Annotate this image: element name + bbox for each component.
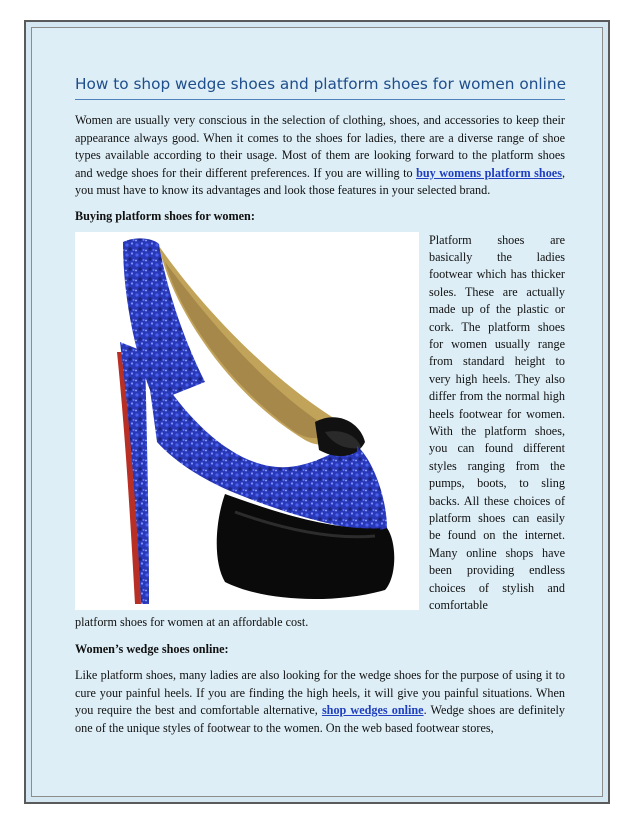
image-with-text-block [75, 232, 565, 613]
document-title: How to shop wedge shoes and platform shoes for women online [75, 73, 565, 100]
platform-side-paragraph: Platform shoes are basically the ladies footwear which has thicker soles. These are actually made up of the plastic or cork. The platform shoes for women usually range from standard height to very high heels. They also differ from the normal high heels footwear for women. With the platform shoes, you can found different styles ranging from the pumps, boots, to sling backs. All these choices of platform shoes can easily be found on the internet. Many online shops have been providing endless choices of stylish and comfortable [429, 232, 565, 613]
shop-wedges-link[interactable]: shop wedges online [321, 703, 424, 717]
platform-shoes-description [429, 232, 565, 615]
shoe-image [75, 232, 419, 610]
section-heading-platform: Buying platform shoes for women: [75, 208, 255, 223]
wedge-text-start: Like platform shoes, many ladies are also looking for the wedge shoes for the purpose of using it to cure your painful heels. If you are finding the high heels, it will give you painful situations. When you require the best and comfortable alternative, [75, 668, 565, 717]
document-body [75, 73, 565, 737]
buy-platform-shoes-link[interactable]: buy womens platform shoes [416, 165, 562, 180]
intro-text-end: , you must have to know its advantages and look those features in your selected brand. [75, 165, 565, 197]
platform-continuation: platform shoes for women at an affordable cost. [75, 614, 309, 629]
wedge-text-end: . Wedge shoes are definitely one of the unique styles of footwear to the women. On the web based footwear stores, [75, 703, 565, 735]
wedge-paragraph [75, 667, 565, 737]
intro-paragraph [75, 112, 565, 200]
intro-text-start: Women are usually very conscious in the selection of clothing, shoes, and accessories to keep their appearance always good. When it comes to the shoes for ladies, there are a diverse range of shoe types available according to their usage. Most of them are looking forward to the platform shoes and wedge shoes for their different preferences. If you are willing to [75, 113, 565, 180]
section-heading-wedge: Women’s wedge shoes online: [75, 642, 229, 656]
platform-shoe-illustration [75, 232, 419, 610]
